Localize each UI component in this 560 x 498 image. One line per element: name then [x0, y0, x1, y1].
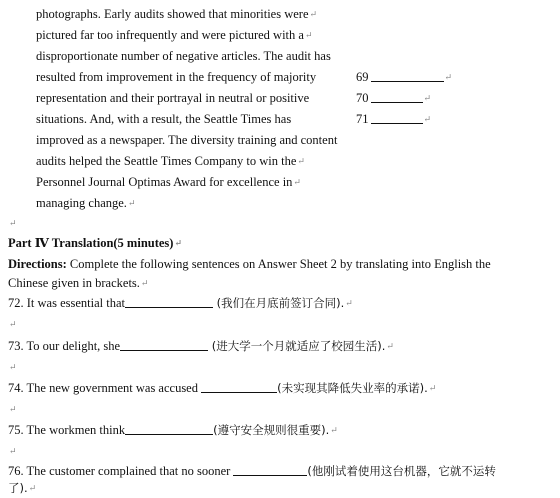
answer-blank	[371, 70, 444, 82]
passage-line: disproportionate number of negative articles. The audit has	[36, 49, 331, 63]
question-75: 75. The workmen think (遵守安全规则很重要).↵	[8, 423, 338, 437]
answer-item-69: 69 ↵	[356, 70, 453, 84]
empty-line: ↵	[9, 319, 17, 329]
answer-blank	[125, 296, 213, 308]
answer-blank	[371, 91, 423, 103]
passage-line: representation and their portrayal in neutral or positive	[36, 91, 310, 105]
passage-line: photographs. Early audits showed that minorities were↵	[36, 7, 318, 21]
passage-line: pictured far too infrequently and were pictured with a↵	[36, 28, 313, 42]
question-72: 72. It was essential that (我们在月底前签订合同).↵	[8, 296, 353, 310]
question-74: 74. The new government was accused (未实现其降低失业率的承诺).↵	[8, 381, 437, 395]
answer-blank	[201, 381, 277, 393]
section-heading: Part Ⅳ Translation(5 minutes)↵	[8, 236, 183, 250]
empty-line: ↵	[9, 404, 17, 414]
answer-blank	[371, 112, 423, 124]
answer-blank	[120, 339, 208, 351]
empty-line: ↵	[9, 218, 17, 228]
passage-line: managing change.↵	[36, 196, 136, 210]
question-76: 76. The customer complained that no sooner (他刚试着使用这台机器，它就不运转	[8, 464, 496, 478]
answer-blank	[125, 423, 213, 435]
passage-line: audits helped the Seattle Times Company to win the↵	[36, 154, 305, 168]
answer-item-71: 71 ↵	[356, 112, 432, 126]
directions-cont: Chinese given in brackets.↵	[8, 276, 149, 290]
passage-line: Personnel Journal Optimas Award for excellence in↵	[36, 175, 301, 189]
passage-line: situations. And, with a result, the Seattle Times has	[36, 112, 292, 126]
answer-blank	[233, 464, 307, 476]
empty-line: ↵	[9, 362, 17, 372]
answer-item-70: 70 ↵	[356, 91, 432, 105]
passage-line: improved as a newspaper. The diversity training and content	[36, 133, 338, 147]
question-76-cont: 了).↵	[8, 481, 37, 495]
question-73: 73. To our delight, she (进大学一个月就适应了校园生活).↵	[8, 339, 394, 353]
passage-line: resulted from improvement in the frequency of majority	[36, 70, 317, 84]
empty-line: ↵	[9, 446, 17, 456]
directions: Directions: Complete the following sentences on Answer Sheet 2 by translating into English the	[8, 257, 491, 271]
